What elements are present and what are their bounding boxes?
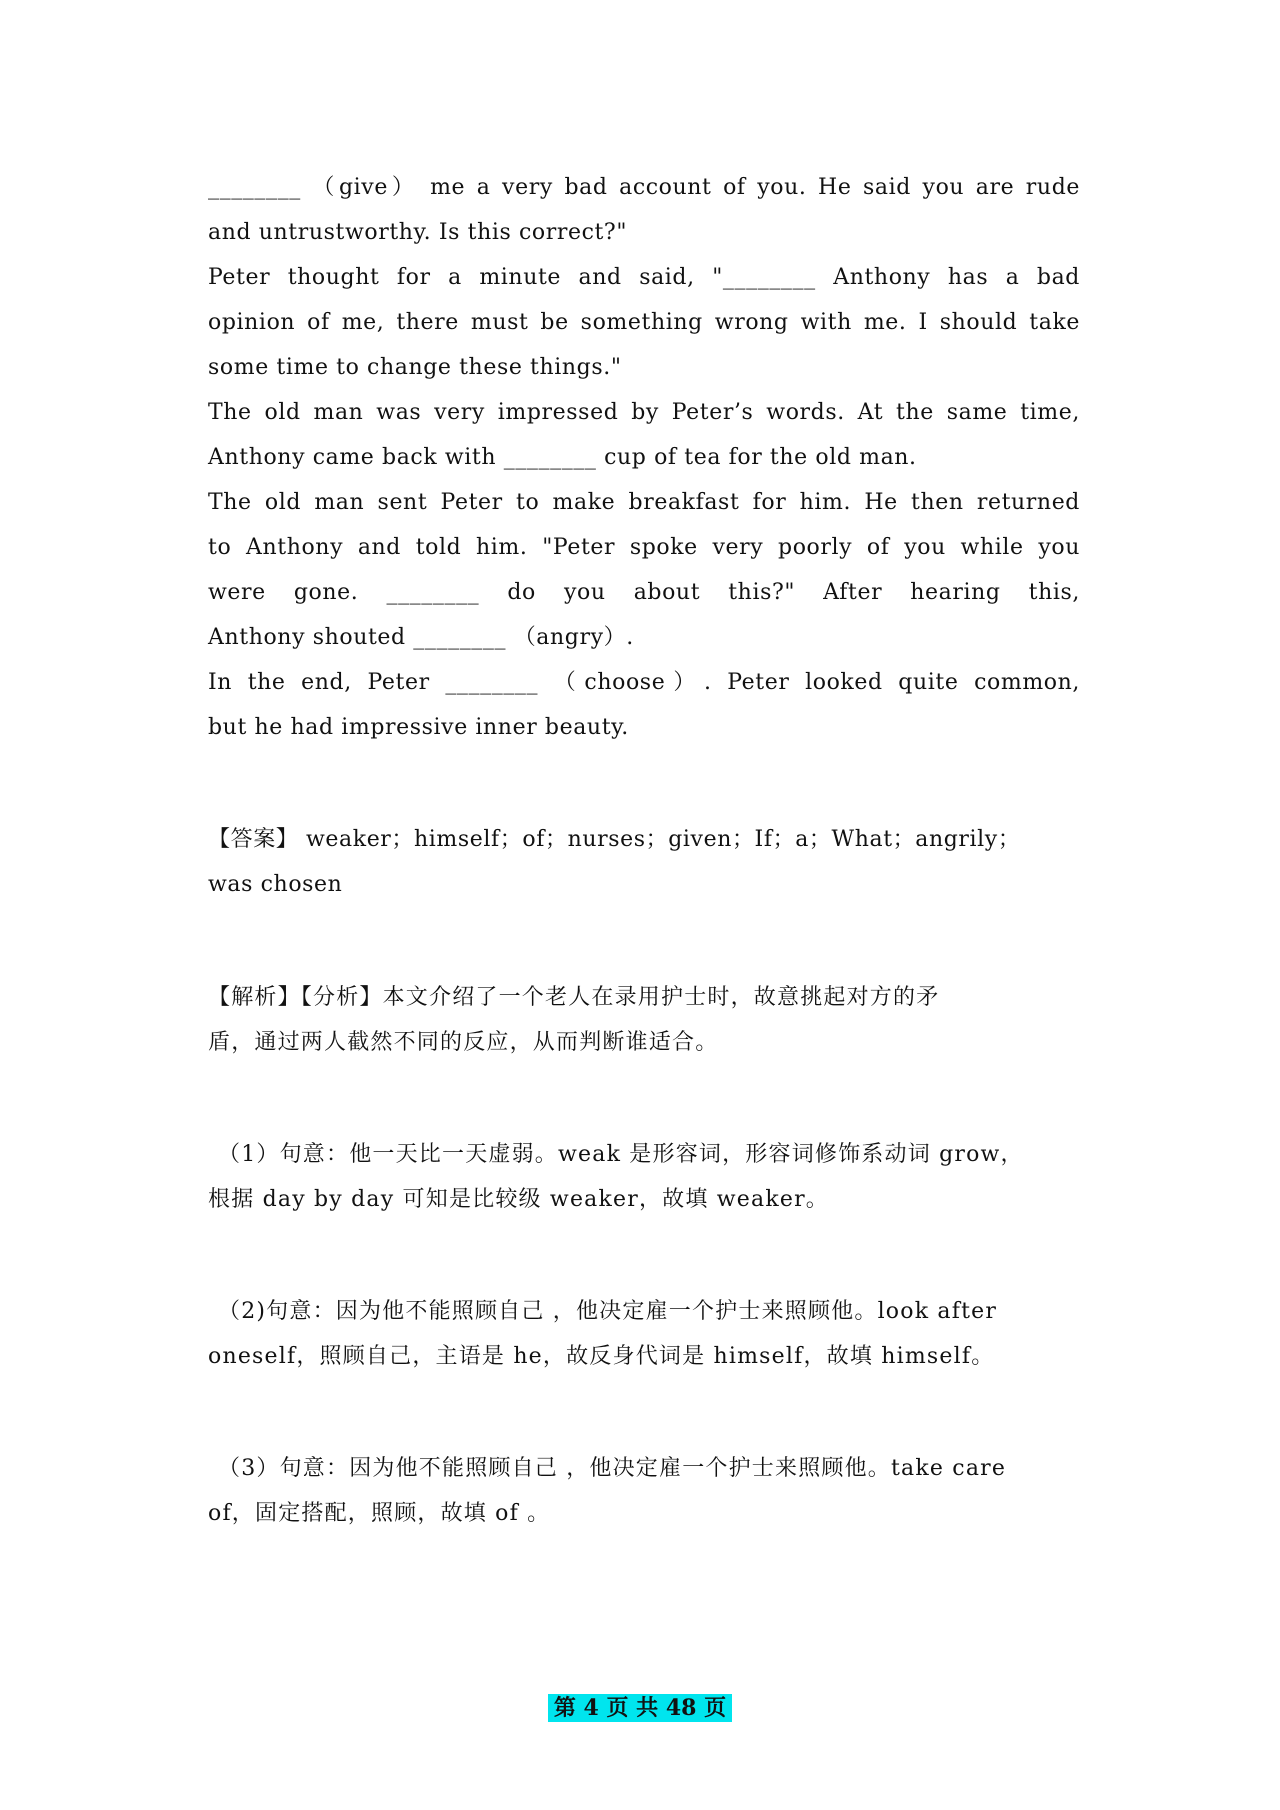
page-footer	[0, 1694, 1280, 1722]
passage-line: ________ （give） me a very bad account of you. He said you are rude	[208, 175, 1080, 200]
analysis-item-line: （1）句意：他一天比一天虚弱。weak 是形容词，形容词修饰系动词 grow，	[218, 1142, 1024, 1167]
passage-line: to Anthony and told him. "Peter spoke very poorly of you while you	[208, 535, 1080, 560]
passage-line: In the end, Peter ________ （choose）. Peter looked quite common,	[208, 670, 1080, 695]
passage-line: some time to change these things."	[208, 355, 622, 380]
passage-line: and untrustworthy. Is this correct?"	[208, 220, 628, 245]
answer-line: was chosen	[208, 872, 343, 897]
passage-line: Peter thought for a minute and said, "________ Anthony has a bad	[208, 265, 1080, 290]
passage-line: The old man was very impressed by Peter’s words. At the same time,	[208, 400, 1080, 425]
analysis-item-line: of，固定搭配，照顾，故填 of 。	[208, 1501, 551, 1526]
analysis-line: 【解析】【分析】本文介绍了一个老人在录用护士时，故意挑起对方的矛	[208, 985, 940, 1010]
analysis-intro	[208, 975, 1080, 1065]
analysis-item-line: （2)句意：因为他不能照顾自己 ，他决定雇一个护士来照顾他。look after	[218, 1299, 998, 1324]
passage-text	[208, 165, 1080, 750]
analysis-item-2	[208, 1289, 1080, 1379]
passage-line: but he had impressive inner beauty.	[208, 715, 629, 740]
passage-line: were gone. ________ do you about this?" After hearing this,	[208, 580, 1080, 605]
analysis-item-line: oneself，照顾自己，主语是 he，故反身代词是 himself，故填 himself。	[208, 1344, 995, 1369]
passage-line: Anthony shouted ________ （angry）.	[208, 625, 634, 650]
page-number-label: 第 4 页 共 48 页	[548, 1694, 732, 1722]
analysis-item-1	[208, 1132, 1080, 1222]
analysis-item-line: （3）句意：因为他不能照顾自己 ，他决定雇一个护士来照顾他。take care	[218, 1456, 1007, 1481]
passage-line: The old man sent Peter to make breakfast for him. He then returned	[208, 490, 1080, 515]
answer-line: 【答案】 weaker；himself；of；nurses；given；If；a；What；angrily；	[208, 827, 1021, 852]
answer-section	[208, 817, 1080, 907]
analysis-line: 盾，通过两人截然不同的反应，从而判断谁适合。	[208, 1030, 719, 1055]
passage-line: Anthony came back with ________ cup of tea for the old man.	[208, 445, 917, 470]
analysis-item-line: 根据 day by day 可知是比较级 weaker，故填 weaker。	[208, 1187, 829, 1212]
passage-line: opinion of me, there must be something wrong with me. I should take	[208, 310, 1080, 335]
analysis-item-3	[208, 1446, 1080, 1536]
page-content	[208, 165, 1080, 1536]
